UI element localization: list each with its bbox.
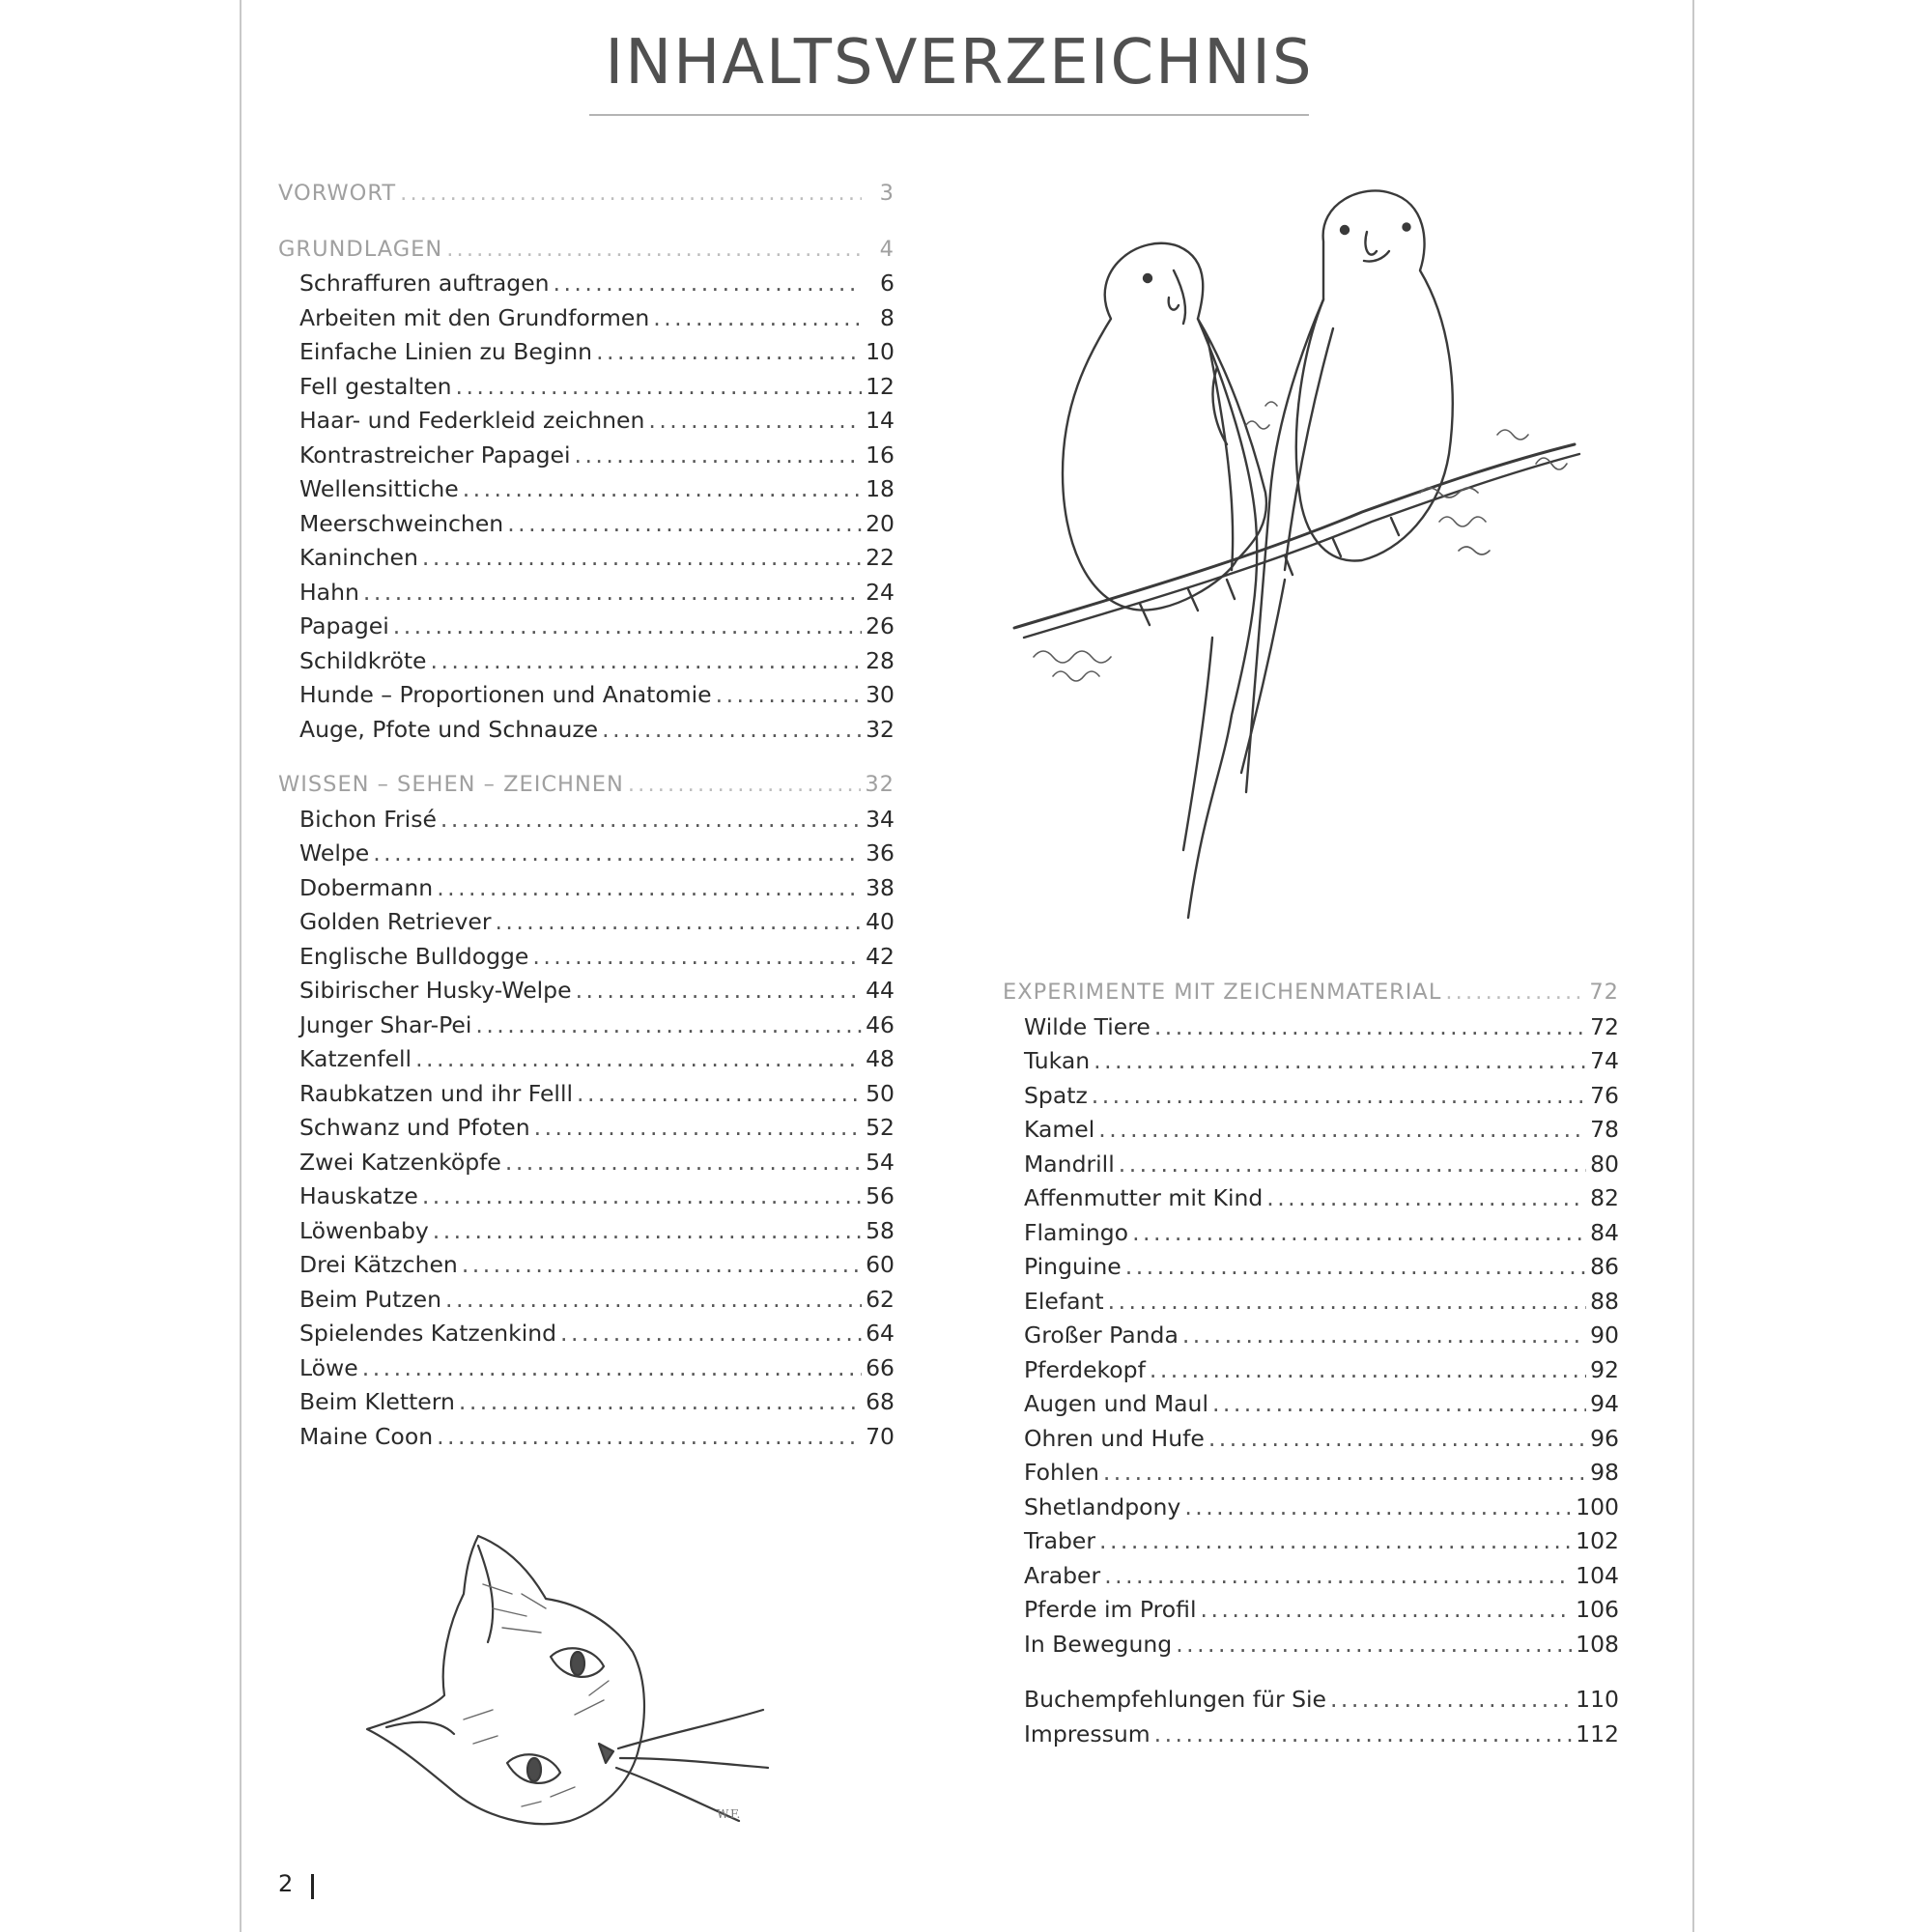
toc-page-number: 68 [866,1388,895,1415]
dot-leader [1094,1044,1586,1079]
toc-label: In Bewegung [1024,1630,1173,1658]
dot-leader [445,1283,862,1318]
toc-gap [278,212,895,233]
dot-leader [576,974,862,1009]
toc-page-number: 32 [865,772,895,797]
dot-leader [596,335,862,370]
toc-entry[interactable] [278,1248,895,1283]
toc-entry[interactable] [1003,1387,1619,1422]
toc-page-number: 8 [880,303,895,331]
toc-page-number: 106 [1576,1596,1619,1623]
dot-leader [437,1420,862,1455]
toc-page-number: 14 [866,407,895,434]
toc-entry[interactable] [1003,1353,1619,1388]
toc-entry[interactable] [1003,1148,1619,1182]
dot-leader [1182,1319,1586,1353]
toc-entry[interactable] [278,1146,895,1180]
toc-entry[interactable] [1003,1285,1619,1320]
toc-label: Elefant [1024,1287,1104,1315]
toc-label: Junger Shar-Pei [299,1010,472,1038]
dot-leader [1154,1010,1586,1045]
dot-leader [1176,1628,1572,1662]
dot-leader [475,1009,862,1043]
toc-entry[interactable] [278,678,895,713]
toc-entry[interactable] [278,713,895,748]
toc-page-number: 22 [866,544,895,571]
dot-leader [1098,1113,1586,1148]
toc-page-number: 56 [866,1182,895,1209]
toc-entry[interactable] [278,335,895,370]
dot-leader [534,1111,862,1146]
toc-label: Hauskatze [299,1182,418,1209]
toc-section-heading[interactable] [1003,976,1619,1010]
toc-page-number: 96 [1590,1424,1619,1452]
toc-page-number: 60 [866,1251,895,1278]
dot-leader [1184,1491,1572,1525]
toc-page-number: 94 [1590,1390,1619,1417]
toc-page-number: 6 [880,270,895,297]
dot-leader [532,940,862,975]
toc-page-number: 104 [1576,1561,1619,1589]
toc-entry[interactable] [278,1420,895,1455]
dot-leader [400,177,862,212]
page-number-divider [311,1874,314,1899]
toc-page-number: 3 [879,181,895,206]
toc-label: Meerschweinchen [299,509,504,537]
toc-entry[interactable] [278,1111,895,1146]
dot-leader [462,1248,862,1283]
toc-label: Spatz [1024,1081,1088,1109]
page-edge-right [1692,0,1694,1932]
toc-entry[interactable] [278,1385,895,1420]
toc-entry[interactable] [278,1317,895,1351]
dot-leader [437,871,862,906]
dot-leader [495,905,862,940]
toc-gap [1003,1662,1619,1683]
dot-leader [1212,1387,1586,1422]
toc-label: Haar- und Federkleid zeichnen [299,407,645,434]
toc-label: VORWORT [278,181,397,206]
dot-leader [1154,1718,1573,1752]
toc-entry[interactable] [278,610,895,644]
toc-label: Golden Retriever [299,908,492,935]
dot-leader [602,713,862,748]
toc-label: Beim Putzen [299,1285,442,1313]
toc-entry[interactable] [1003,1113,1619,1148]
toc-page-number: 16 [866,440,895,469]
dot-leader [628,768,862,803]
dot-leader [1108,1285,1586,1320]
toc-page-number: 112 [1576,1719,1619,1747]
toc-label: Papagei [299,612,389,639]
toc-section-heading[interactable] [278,768,895,803]
dot-leader [1092,1079,1586,1114]
dot-leader [459,1385,862,1420]
toc-label: Großer Panda [1024,1321,1179,1349]
dot-leader [1201,1593,1573,1628]
toc-entry[interactable] [278,837,895,871]
toc-entry[interactable] [278,644,895,679]
toc-label: Zwei Katzenköpfe [299,1148,501,1176]
toc-entry[interactable] [1003,1628,1619,1662]
toc-entry[interactable] [278,541,895,576]
dot-leader [1208,1422,1586,1457]
toc-label: GRUNDLAGEN [278,236,443,262]
dot-leader [1125,1250,1586,1285]
toc-page-number: 12 [866,372,895,400]
toc-label: WISSEN – SEHEN – ZEICHNEN [278,772,624,797]
toc-label: Shetlandpony [1024,1492,1181,1520]
toc-label: Traber [1024,1527,1095,1554]
toc-page-number: 92 [1590,1355,1619,1383]
toc-label: Pinguine [1024,1253,1122,1280]
dot-leader [1132,1216,1586,1251]
toc-label: Mandrill [1024,1150,1115,1178]
toc-label: Maine Coon [299,1422,434,1450]
dot-leader [463,472,862,507]
toc-page-number: 72 [1589,980,1619,1005]
toc-label: Impressum [1024,1719,1151,1747]
dot-leader [505,1146,862,1180]
toc-entry[interactable] [278,370,895,405]
toc-page-number: 34 [866,805,895,833]
toc-label: Raubkatzen und ihr Felll [299,1079,573,1107]
toc-entry[interactable] [278,1179,895,1214]
toc-page-number: 44 [866,977,895,1004]
toc-label: Löwenbaby [299,1216,429,1244]
toc-entry[interactable] [278,1214,895,1249]
toc-label: Arbeiten mit den Grundformen [299,303,650,331]
toc-label: Pferde im Profil [1024,1596,1197,1623]
toc-gap [278,747,895,768]
dot-leader [1445,976,1585,1010]
dot-leader [431,644,862,679]
toc-entry[interactable] [1003,1181,1619,1216]
toc-label: Fohlen [1024,1459,1099,1486]
toc-label: Fell gestalten [299,372,452,400]
toc-entry[interactable] [1003,1559,1619,1594]
kitten-illustration [357,1526,792,1835]
toc-label: Pferdekopf [1024,1355,1146,1383]
toc-label: Araber [1024,1561,1101,1589]
toc-entry[interactable] [278,803,895,838]
toc-entry[interactable] [1003,1456,1619,1491]
dot-leader [507,507,862,542]
toc-page-number: 58 [866,1216,895,1244]
toc-entry[interactable] [278,871,895,906]
toc-entry[interactable] [1003,1079,1619,1114]
toc-page-number: 86 [1590,1253,1619,1280]
toc-page-number: 108 [1576,1630,1619,1658]
toc-label: Schraffuren auftragen [299,270,550,297]
toc-label: Dobermann [299,873,434,901]
toc-label: Flamingo [1024,1218,1129,1246]
toc-entry[interactable] [278,1283,895,1318]
toc-section-heading[interactable] [278,177,895,212]
dot-leader [415,1042,862,1077]
toc-page-number: 28 [866,646,895,674]
toc-label: Schwanz und Pfoten [299,1114,530,1141]
toc-entry[interactable] [278,1009,895,1043]
toc-page-number: 42 [866,942,895,970]
toc-label: Affenmutter mit Kind [1024,1184,1264,1211]
toc-entry[interactable] [1003,1524,1619,1559]
toc-entry[interactable] [278,940,895,975]
toc-label: Drei Kätzchen [299,1251,458,1278]
toc-page-number: 84 [1590,1218,1619,1246]
toc-entry[interactable] [278,267,895,301]
toc-page-number: 98 [1590,1459,1619,1486]
toc-page-number: 82 [1590,1184,1619,1211]
toc-entry[interactable] [278,1077,895,1112]
toc-entry[interactable] [1003,1422,1619,1457]
toc-label: Spielendes Katzenkind [299,1320,557,1347]
dot-leader [440,803,862,838]
toc-page-number: 76 [1590,1081,1619,1109]
toc-label: Kaninchen [299,544,418,571]
toc-page-number: 32 [866,715,895,743]
toc-page-number: 50 [866,1079,895,1107]
toc-page-number: 66 [866,1353,895,1381]
toc-entry[interactable] [278,1351,895,1386]
toc-label: Buchempfehlungen für Sie [1024,1686,1326,1713]
toc-entry[interactable] [1003,1319,1619,1353]
toc-entry[interactable] [1003,1718,1619,1752]
toc-page-number: 78 [1590,1116,1619,1143]
dot-leader [393,610,862,644]
toc-right-column [1003,976,1619,1751]
dot-leader [575,439,862,473]
dot-leader [1103,1456,1586,1491]
toc-entry[interactable] [1003,1683,1619,1718]
toc-page-number: 54 [866,1148,895,1176]
page-number: 2 [278,1870,294,1897]
dot-leader [373,837,862,871]
toc-label: EXPERIMENTE MIT ZEICHENMATERIAL [1003,980,1442,1005]
toc-label: Kamel [1024,1116,1095,1143]
dot-leader [1266,1181,1586,1216]
budgerigars-illustration [995,174,1633,937]
dot-leader [422,1179,862,1214]
page-edge-left [240,0,242,1932]
toc-entry[interactable] [278,507,895,542]
toc-page-number: 70 [866,1422,895,1450]
toc-label: Hahn [299,578,359,606]
toc-label: Auge, Pfote und Schnauze [299,715,599,743]
toc-page-number: 62 [866,1285,895,1313]
toc-page-number: 48 [866,1045,895,1072]
toc-label: Schildkröte [299,646,427,674]
toc-page-number: 38 [866,873,895,901]
dot-leader [653,301,862,336]
toc-page-number: 10 [866,338,895,365]
toc-page-number: 46 [866,1010,895,1038]
dot-leader [554,267,862,301]
dot-leader [716,678,862,713]
toc-entry[interactable] [1003,1491,1619,1525]
toc-label: Beim Klettern [299,1388,455,1415]
toc-label: Kontrastreicher Papagei [299,440,571,469]
toc-page-number: 102 [1576,1527,1619,1554]
toc-page-number: 30 [866,681,895,708]
dot-leader [1099,1524,1572,1559]
page-title: INHALTSVERZEICHNIS [605,27,1314,99]
dot-leader [577,1077,862,1112]
toc-left-column [278,177,895,1454]
toc-entry[interactable] [1003,1044,1619,1079]
toc-entry[interactable] [278,472,895,507]
toc-entry[interactable] [278,301,895,336]
toc-page-number: 88 [1590,1287,1619,1315]
toc-page-number: 52 [866,1114,895,1141]
toc-entry[interactable] [1003,1216,1619,1251]
dot-leader [422,541,862,576]
toc-entry[interactable] [278,974,895,1009]
toc-page-number: 36 [866,839,895,867]
toc-label: Welpe [299,839,370,867]
toc-page-number: 110 [1576,1686,1619,1713]
toc-page-number: 26 [866,612,895,639]
toc-label: Wilde Tiere [1024,1012,1151,1040]
dot-leader [1150,1353,1586,1388]
toc-label: Englische Bulldogge [299,942,529,970]
dot-leader [1330,1683,1572,1718]
toc-label: Augen und Maul [1024,1390,1208,1417]
toc-page-number: 64 [866,1320,895,1347]
toc-page-number: 90 [1590,1321,1619,1349]
dot-leader [560,1317,862,1351]
toc-entry[interactable] [1003,1593,1619,1628]
toc-section-heading[interactable] [278,233,895,268]
toc-label: Tukan [1024,1047,1091,1074]
toc-page-number: 74 [1590,1047,1619,1074]
dot-leader [456,370,862,405]
toc-page-number: 40 [866,908,895,935]
toc-entry[interactable] [1003,1010,1619,1045]
dot-leader [1104,1559,1572,1594]
toc-entry[interactable] [278,1042,895,1077]
toc-label: Löwe [299,1353,358,1381]
toc-page-number: 4 [879,236,895,262]
toc-entry[interactable] [278,439,895,473]
toc-page-number: 72 [1590,1012,1619,1040]
title-underline [589,114,1309,116]
toc-label: Bichon Frisé [299,805,437,833]
toc-label: Katzenfell [299,1045,412,1072]
toc-label: Ohren und Hufe [1024,1424,1205,1452]
artist-signature: W.F. [717,1807,741,1821]
toc-page-number: 18 [866,475,895,502]
dot-leader [648,404,862,439]
toc-page-number: 100 [1576,1492,1619,1520]
toc-page-number: 20 [866,509,895,537]
toc-label: Hunde – Proportionen und Anatomie [299,681,712,708]
toc-entry[interactable] [278,404,895,439]
dot-leader [362,1351,862,1386]
toc-entry[interactable] [1003,1250,1619,1285]
dot-leader [446,233,862,268]
dot-leader [363,576,862,611]
toc-entry[interactable] [278,905,895,940]
dot-leader [1119,1148,1586,1182]
toc-page-number: 80 [1590,1150,1619,1178]
toc-label: Sibirischer Husky-Welpe [299,977,572,1004]
toc-page-number: 24 [866,578,895,606]
toc-label: Einfache Linien zu Beginn [299,338,593,365]
dot-leader [433,1214,862,1249]
toc-entry[interactable] [278,576,895,611]
toc-label: Wellensittiche [299,475,459,502]
